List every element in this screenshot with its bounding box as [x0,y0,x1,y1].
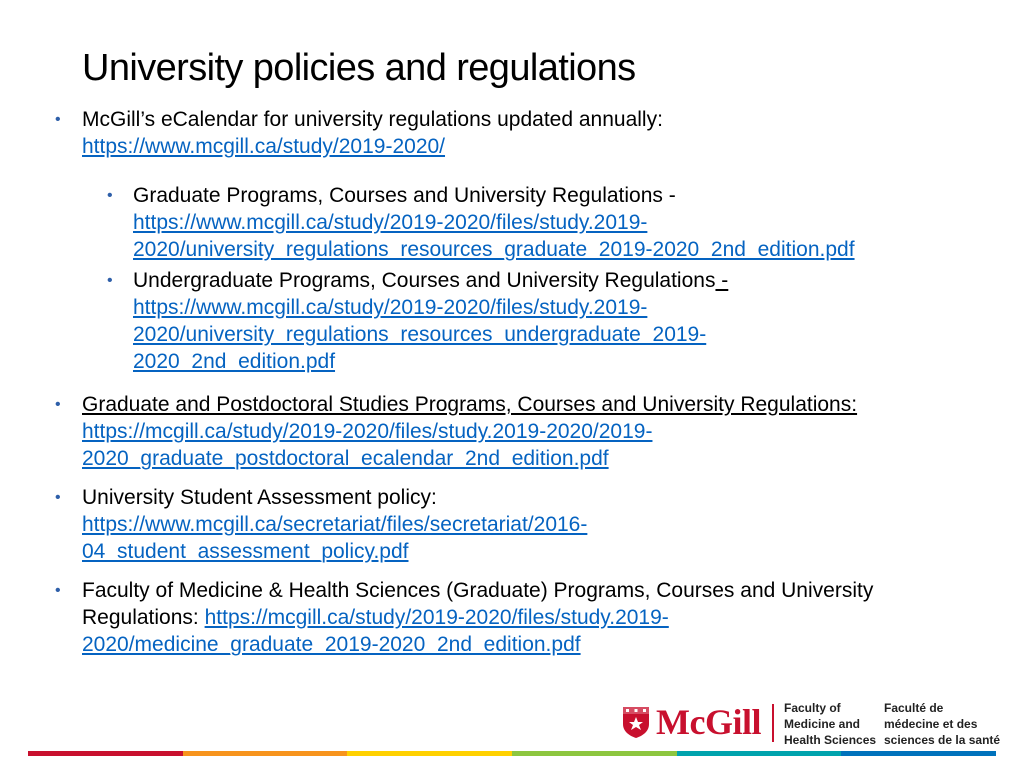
bullet-text: Graduate Programs, Courses and University Regulations - [133,184,676,207]
graduate-regulations-link[interactable]: 2020/university_regulations_resources_graduate_2019-2020_2nd_edition.pdf [133,238,855,261]
bullet-icon: • [107,187,113,204]
assessment-policy-link[interactable]: https://www.mcgill.ca/secretariat/files/secretariat/2016- [82,513,588,536]
mcgill-shield-icon [622,706,650,739]
list-item [107,267,993,375]
stripe-segment [512,751,677,756]
undergraduate-regulations-link[interactable]: https://www.mcgill.ca/study/2019-2020/files/study.2019- [133,296,648,319]
graduate-regulations-link[interactable]: https://www.mcgill.ca/study/2019-2020/files/study.2019- [133,211,648,234]
bullet-text: Graduate and Postdoctoral Studies Programs, Courses and University Regulations: [82,393,858,416]
stripe-segment [677,751,842,756]
list-item [55,484,982,565]
bullet-icon: • [55,489,61,506]
bullet-icon: • [55,582,61,599]
faculty-name-english: Faculty of Medicine and Health Sciences [784,701,877,747]
list-item [55,577,982,658]
stripe-segment [28,751,183,756]
bullet-text: Regulations: https://mcgill.ca/study/2019-2020/files/study.2019- [82,606,669,629]
stripe-segment [841,751,996,756]
postdoctoral-regulations-link[interactable]: https://mcgill.ca/study/2019-2020/files/study.2019-2020/2019- [82,420,653,443]
bullet-text: McGill’s eCalendar for university regulations updated annually: [82,108,663,131]
medicine-regulations-link[interactable]: 2020/medicine_graduate_2019-2020_2nd_edition.pdf [82,633,581,656]
bullet-list [0,106,1024,670]
undergraduate-regulations-link[interactable]: 2020/university_regulations_resources_undergraduate_2019- [133,323,707,346]
bullet-icon: • [55,111,61,128]
color-stripe [28,751,996,756]
stripe-segment [347,751,512,756]
undergraduate-regulations-link[interactable]: 2020_2nd_edition.pdf [133,350,336,373]
stripe-segment [183,751,348,756]
medicine-regulations-link[interactable]: https://mcgill.ca/study/2019-2020/files/study.2019- [204,606,669,629]
logo-divider [772,704,774,742]
bullet-text: Undergraduate Programs, Courses and University Regulations - [133,269,729,292]
mcgill-wordmark: McGill [656,702,761,742]
list-item [55,391,982,472]
bullet-icon: • [55,396,61,413]
ecalendar-link[interactable]: https://www.mcgill.ca/study/2019-2020/ [82,135,446,158]
mcgill-faculty-logo [622,700,1002,746]
bullet-text: Faculty of Medicine & Health Sciences (Graduate) Programs, Courses and University [82,579,874,602]
faculty-name-french: Faculté de médecine et des sciences de la santé [884,701,1001,747]
list-item [55,106,982,170]
bullet-text: University Student Assessment policy: [82,486,437,509]
page-title: University policies and regulations [82,47,636,89]
assessment-policy-link[interactable]: 04_student_assessment_policy.pdf [82,540,409,563]
list-item [107,182,993,263]
postdoctoral-regulations-link[interactable]: 2020_graduate_postdoctoral_ecalendar_2nd_edition.pdf [82,447,609,470]
bullet-icon: • [107,272,113,289]
